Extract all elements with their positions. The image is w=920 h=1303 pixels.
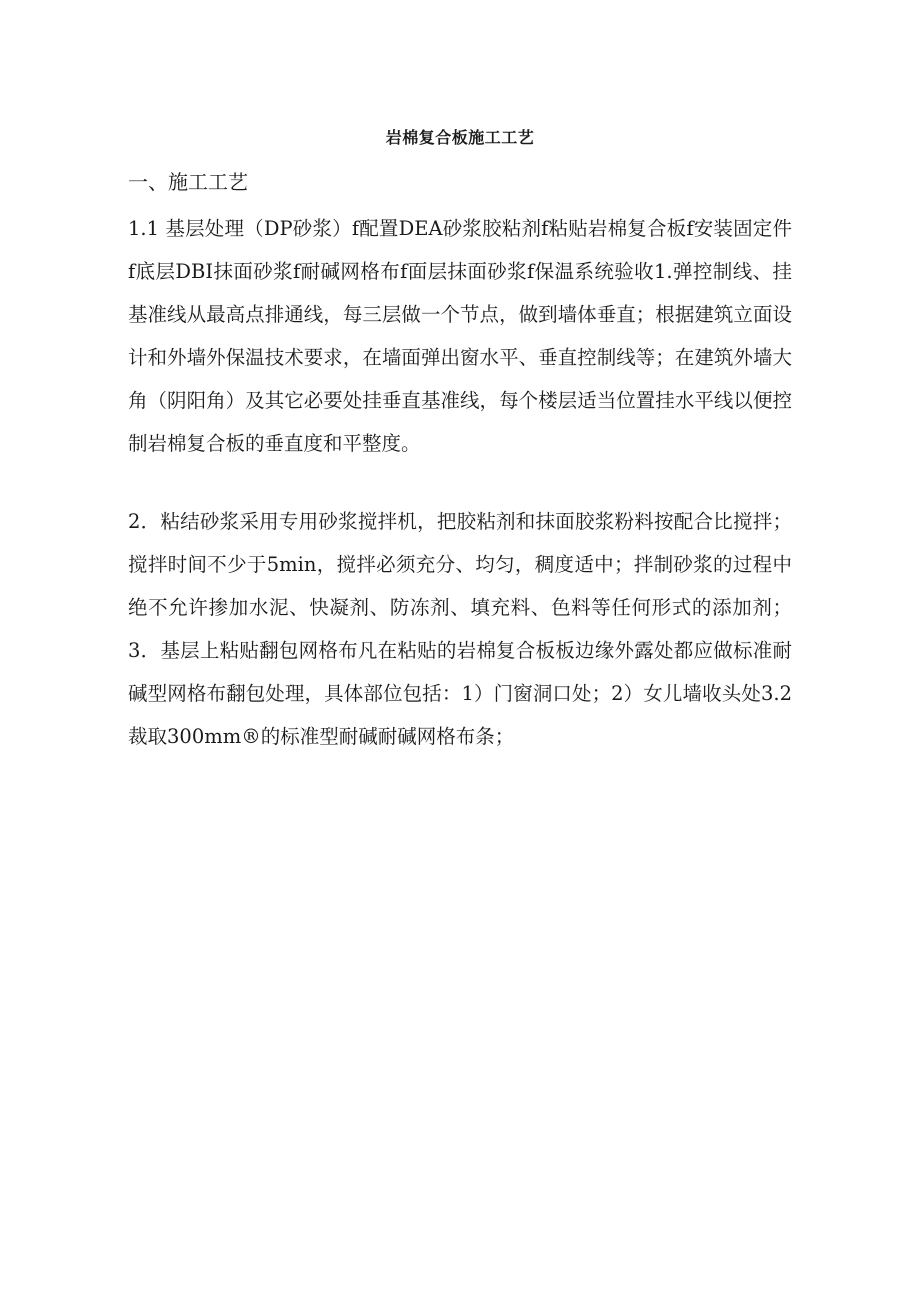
section-heading: 一、施工工艺 xyxy=(128,170,248,194)
paragraph-2: 2．粘结砂浆采用专用砂浆搅拌机，把胶粘剂和抹面胶浆粉料按配合比搅拌；搅拌时间不少于5min，搅拌必须充分、均匀，稠度适中；拌制砂浆的过程中绝不允许掺加水泥、快凝剂、防冻剂、填充料、色料等任何形式的添加剂；3．基层上粘贴翻包网格布凡在粘贴的岩棉复合板板边缘外露处都应做标准耐碱型网格布翻包处理，具体部位包括：1）门窗洞口处；2）女儿墙收头处3.2裁取300mm®的标准型耐碱耐碱网格布条； xyxy=(128,510,792,748)
document-title: 岩棉复合板施工工艺 xyxy=(385,128,535,147)
paragraph-1: 1.1 基层处理（DP砂浆）f配置DEA砂浆胶粘剂f粘贴岩棉复合板f安装固定件f底层DBI抹面砂浆f耐碱网格布f面层抹面砂浆f保温系统验收1.弹控制线、挂基准线从最高点排通线，每三层做一个节点，做到墙体垂直；根据建筑立面设计和外墙外保温技术要求，在墙面弹出窗水平、垂直控制线等；在建筑外墙大角（阴阳角）及其它必要处挂垂直基准线，每个楼层适当位置挂水平线以便控制岩棉复合板的垂直度和平整度。 xyxy=(128,217,792,455)
